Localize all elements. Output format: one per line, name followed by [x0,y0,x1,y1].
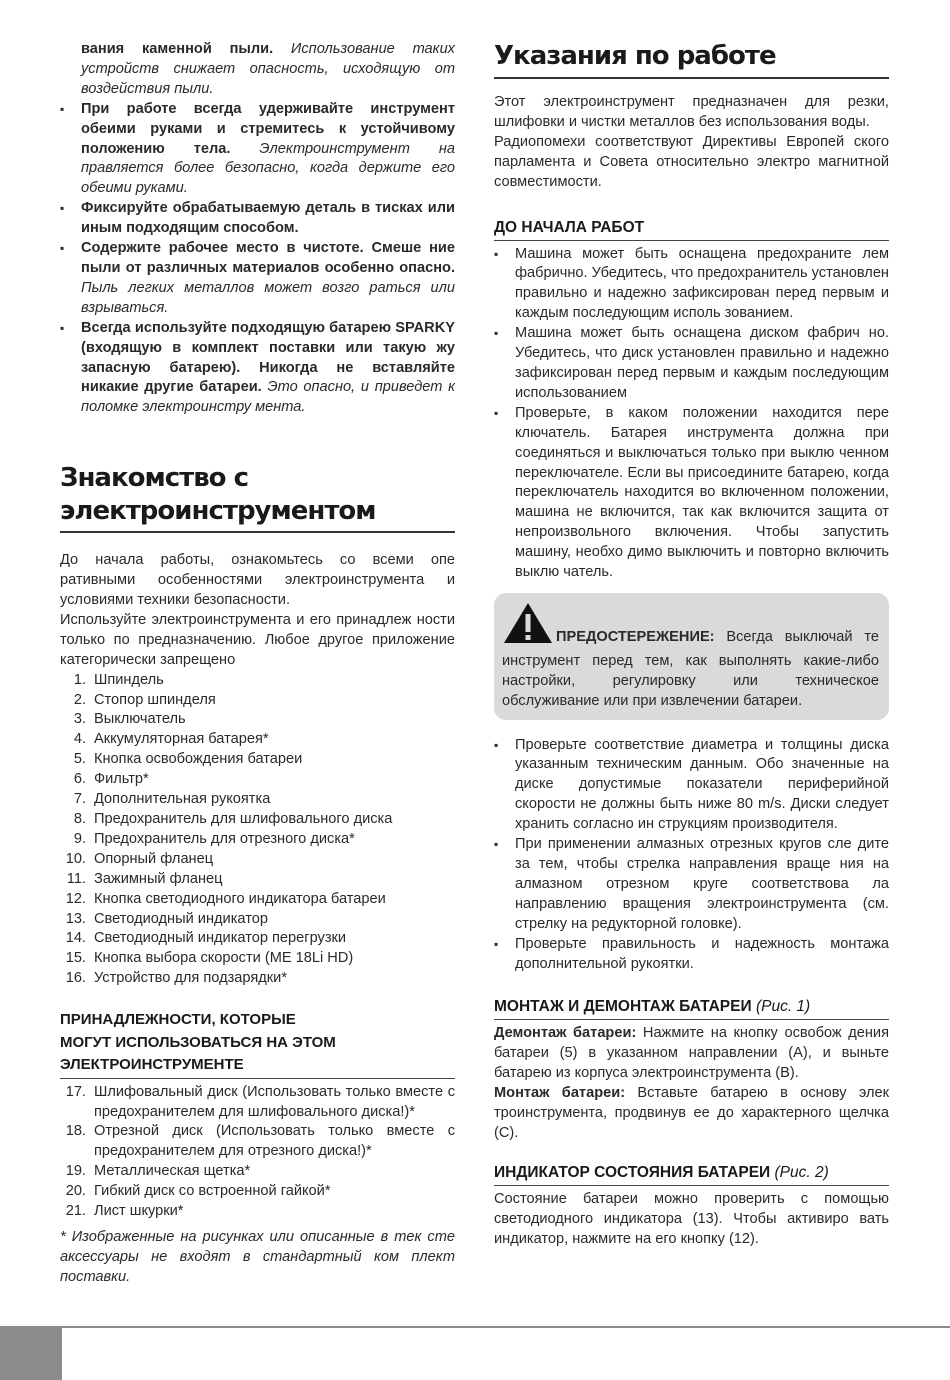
intro-p2: Используйте электроинструмента и его принадлеж ности только по предназначению. Любое другое приложение категорически запрещено [60,611,455,668]
accessories-list [60,1083,455,1222]
page-title: Указания по работе [494,40,889,79]
list-item: ▪ Проверьте, в каком положении находится пере ключатель. Батарея инструмента должна при соединяться и выключаться только при выклю ченном переключателе. Если вы присоедините батарею, когда переключатель находится во включенном положении, машина не включится, так как включится защита от непроизвольного включения. Чтобы запустить машину, необхо димо выключить и повторно включить выклю чатель. [494,404,889,583]
list-item: 20. Гибкий диск со встроенной гайкой* [65,1183,331,1200]
list-item: 17. Шлифовальный диск (Использовать только вместе с предохранителем для шлифовального диска!)* [65,1083,455,1120]
list-item: ▪ Машина может быть оснащена диском фабрич но. Убедитесь, что диск установлен правильно и надежно зафиксирован перед первым и каждым последующим использованием [494,324,889,404]
before-work-title: ДО НАЧАЛА РАБОТ [494,217,889,241]
battery-indicator-title: ИНДИКАТОР СОСТОЯНИЯ БАТАРЕИ (Рис. 2) [494,1162,889,1186]
safety-bullet: ▪ Всегда используйте подходящую батарею SPARKY (входящую в комплект поставки или такую жу запасную батарею). Никогда не вставляйте никакие другие батареи. Это опасно, и приведет к поломке электроинстру мента. [60,319,455,419]
list-item: ▪ Машина может быть оснащена предохраните лем фабрично. Убедитесь, что предохранитель установлен правильно и надежно зафиксирован перед первым и каждым последующим исполь зованием. [494,245,889,325]
list-item: 3. Выключатель [73,711,186,728]
list-item: ▪ Проверьте правильность и надежность монтажа дополнительной рукоятки. [494,935,889,975]
list-item: ▪ Проверьте соответствие диаметра и толщины диска указанным техническим данным. Обо значенные на диске допустимые показатели периферийной скорости не должны быть ниже 80 m/s. Диски следует хранить согласно ин струкциям производителя. [494,736,889,836]
list-item: 8. Предохранитель для шлифовального диска [73,811,393,827]
list-item: 1. Шпиндель [73,671,164,688]
indicator-paragraph: Состояние батареи можно проверить с помощью светодиодного индикатора (13). Чтобы активиро вать индикатор, нажмите на его кнопку (12). [494,1190,889,1247]
list-item: ▪ При применении алмазных отрезных кругов сле дите за тем, чтобы стрелка направления враще ния на алмазном отрезном круге соответствова ла направлению вращения электроинструмента (см. стрелку на редукторной головке). [494,835,889,935]
intro-italic: Использование таких устройств снижает опасность, исходящую от воздействия пыли. [81,41,455,97]
warning-title: ПРЕДОСТЕРЕЖЕНИЕ: [556,628,715,645]
usage-p1: Этот электроинструмент предназначен для резки, шлифовки и чистки металлов без использования воды. [494,94,889,130]
section-title-intro: Знакомство с электроинструментом [60,462,455,533]
left-column [60,40,455,1288]
footnote: * Изображенные на рисунках или описанные в тек сте аксессуары не входят в стандартный ком плект поставки. [60,1229,455,1285]
warning-box [494,593,889,720]
mount-paragraph: Монтаж батареи: Вставьте батарею в основу элек троинструмента, продвинув ее до характерного щелчка (С). [494,1085,889,1141]
battery-mount-title: МОНТАЖ И ДЕМОНТАЖ БАТАРЕИ (Рис. 1) [494,996,889,1020]
safety-bullet: ▪ Фиксируйте обрабатываемую деталь в тисках или иным подходящим способом. [60,199,455,239]
list-item: 21. Лист шкурки* [65,1203,184,1220]
intro-paragraph [60,40,455,100]
list-item: 7. Дополнительная рукоятка [73,791,271,808]
list-item: 2. Стопор шпинделя [73,691,216,708]
accessories-title: ПРИНАДЛЕЖНОСТИ, КОТОРЫЕ МОГУТ ИСПОЛЬЗОВАТЬСЯ НА ЭТОМ ЭЛЕКТРОИНСТРУМЕНТЕ [60,1009,455,1079]
list-item: 15. Кнопка выбора скорости (ME 18Li HD) [65,950,354,967]
footer-rule [0,1326,950,1328]
list-item: 11. Зажимный фланец [66,870,223,887]
intro-p1: До начала работы, ознакомьтесь со всеми опе ративными особенностями электроинструмента и условиями техники безопасности. [60,552,455,609]
list-item: 19. Металлическая щетка* [65,1163,251,1180]
list-item: 13. Светодиодный индикатор [65,910,268,927]
usage-p2: Радиопомехи соответствуют Директивы Европей ского парламента и Совета относительно электро магнитной совместимости. [494,133,889,190]
list-item: 10. Опорный фланец [65,850,214,867]
safety-bullets [60,100,455,419]
right-column [494,40,889,1250]
dismount-paragraph: Демонтаж батареи: Нажмите на кнопку освобож дения батареи (5) в указанном направлении (А), и выньте батарею из корпуса электроинструмента (В). [494,1025,889,1082]
after-bullets [494,736,889,975]
list-item: 4. Аккумуляторная батарея* [73,731,269,748]
list-item: 6. Фильтр* [73,771,149,788]
list-item: 18. Отрезной диск (Использовать только вместе с предохранителем для отрезного диска!)* [65,1123,455,1160]
list-item: 5. Кнопка освобождения батареи [73,751,303,768]
safety-bullet: ▪ При работе всегда удерживайте инструмент обеими руками и стремитесь к устойчивому положению тела. Электроинструмент на правляется более безопасно, когда держите его обеими руками. [60,100,455,200]
list-item: 9. Предохранитель для отрезного диска* [73,830,355,847]
warning-text: Всегда выключай те инструмент перед тем, как выполнять какие-либо настройки, регулировку или техническое обслуживание или при извлечении батареи. [502,628,879,709]
safety-bullet: ▪ Содержите рабочее место в чистоте. Смеше ние пыли от различных материалов особенно опасно. Пыль легких металлов может возго раться или взрываться. [60,239,455,319]
list-item: 14. Светодиодный индикатор перегрузки [65,930,347,947]
list-item: 12. Кнопка светодиодного индикатора батареи [65,890,386,907]
before-bullets [494,245,889,583]
warning-triangle-icon [502,601,554,652]
intro-bold: вания каменной пыли. [81,41,274,57]
page-tab [0,1328,62,1380]
parts-list [60,671,455,990]
list-item: 16. Устройство для подзарядки* [65,970,287,987]
